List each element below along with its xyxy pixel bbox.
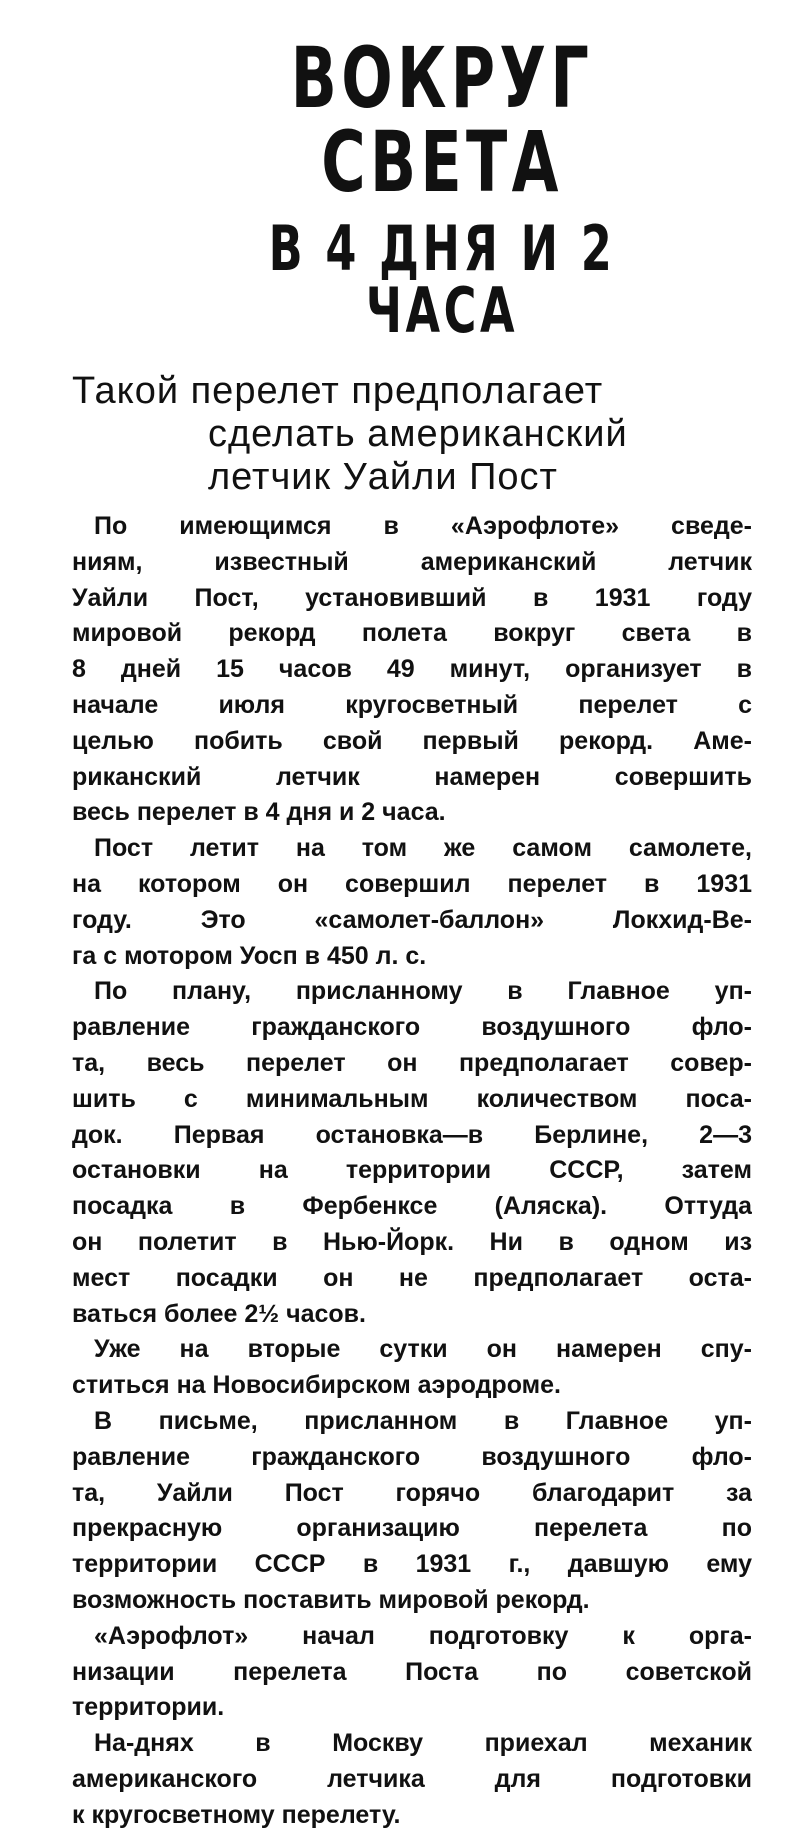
body-line: та, Уайли Пост горячо благодарит за: [72, 1478, 752, 1507]
body-line: ваться более 2½ часов.: [72, 1299, 366, 1328]
paragraph-1: [72, 509, 752, 831]
body-line: начале июля кругосветный перелет с: [72, 690, 752, 719]
body-line: территории.: [72, 1693, 225, 1722]
headline-line-1: ВОКРУГ СВЕТА: [290, 29, 594, 211]
body-line: низации перелета Поста по советской: [72, 1657, 752, 1686]
body-line: та, весь перелет он предполагает совер-: [72, 1048, 752, 1077]
body-line: 8 дней 15 часов 49 минут, организует в: [72, 655, 752, 684]
body-line: американского летчика для подготовки: [72, 1764, 752, 1793]
subheadline-line-2: сделать американский: [208, 413, 628, 455]
body-line: Уже на вторые сутки он намерен спу-: [94, 1335, 752, 1364]
body-line: равление гражданского воздушного фло-: [72, 1013, 752, 1042]
body-line: шить с минимальным количеством поса-: [72, 1084, 752, 1113]
body-line: целью побить свой первый рекорд. Аме-: [72, 726, 752, 755]
body-line: на котором он совершил перелет в 1931: [72, 869, 752, 898]
article-body: [72, 509, 752, 1833]
body-line: он полетит в Нью-Йорк. Ни в одном из: [72, 1227, 752, 1256]
paragraph-4: [72, 1332, 752, 1404]
body-line: «Аэрофлот» начал подготовку к орга-: [94, 1621, 752, 1650]
body-line: году. Это «самолет-баллон» Локхид-Ве-: [72, 905, 752, 934]
subheadline-line-3: летчик Уайли Пост: [208, 456, 558, 498]
body-line: посадка в Фербенксе (Аляска). Оттуда: [72, 1192, 752, 1221]
body-line: Пост летит на том же самом самолете,: [94, 834, 752, 863]
body-line: По имеющимся в «Аэрофлоте» сведе-: [94, 512, 752, 540]
headline-line-2: В 4 ДНЯ И 2 ЧАСА: [268, 212, 616, 347]
body-line: к кругосветному перелету.: [72, 1800, 401, 1829]
subheadline: [72, 370, 752, 499]
body-line: В письме, присланном в Главное уп-: [94, 1406, 752, 1435]
body-line: Уайли Пост, установивший в 1931 году: [72, 583, 752, 612]
body-line: мест посадки он не предполагает оста-: [72, 1263, 752, 1292]
paragraph-7: [72, 1726, 752, 1833]
paragraph-3: [72, 974, 752, 1332]
body-line: ститься на Новосибирском аэродроме.: [72, 1371, 561, 1400]
body-line: равление гражданского воздушного фло-: [72, 1442, 752, 1471]
subheadline-line-1: Такой перелет предполагает: [72, 370, 604, 412]
body-line: На-днях в Москву приехал механик: [94, 1729, 752, 1758]
body-line: прекрасную организацию перелета по: [72, 1514, 752, 1543]
body-line: ниям, известный американский летчик: [72, 547, 752, 576]
paragraph-2: [72, 831, 752, 974]
body-line: мировой рекорд полета вокруг света в: [72, 619, 752, 648]
paragraph-5: [72, 1404, 752, 1619]
paragraph-6: [72, 1619, 752, 1726]
body-line: территории СССР в 1931 г., давшую ему: [72, 1550, 752, 1579]
body-line: га с мотором Уосп в 450 л. с.: [72, 941, 427, 970]
body-line: док. Первая остановка—в Берлине, 2—3: [72, 1120, 752, 1149]
body-line: возможность поставить мировой рекорд.: [72, 1585, 590, 1614]
body-line: весь перелет в 4 дня и 2 часа.: [72, 798, 446, 827]
body-line: риканский летчик намерен совершить: [72, 762, 752, 791]
body-line: остановки на территории СССР, затем: [72, 1156, 752, 1185]
body-line: По плану, присланному в Главное уп-: [94, 977, 752, 1006]
